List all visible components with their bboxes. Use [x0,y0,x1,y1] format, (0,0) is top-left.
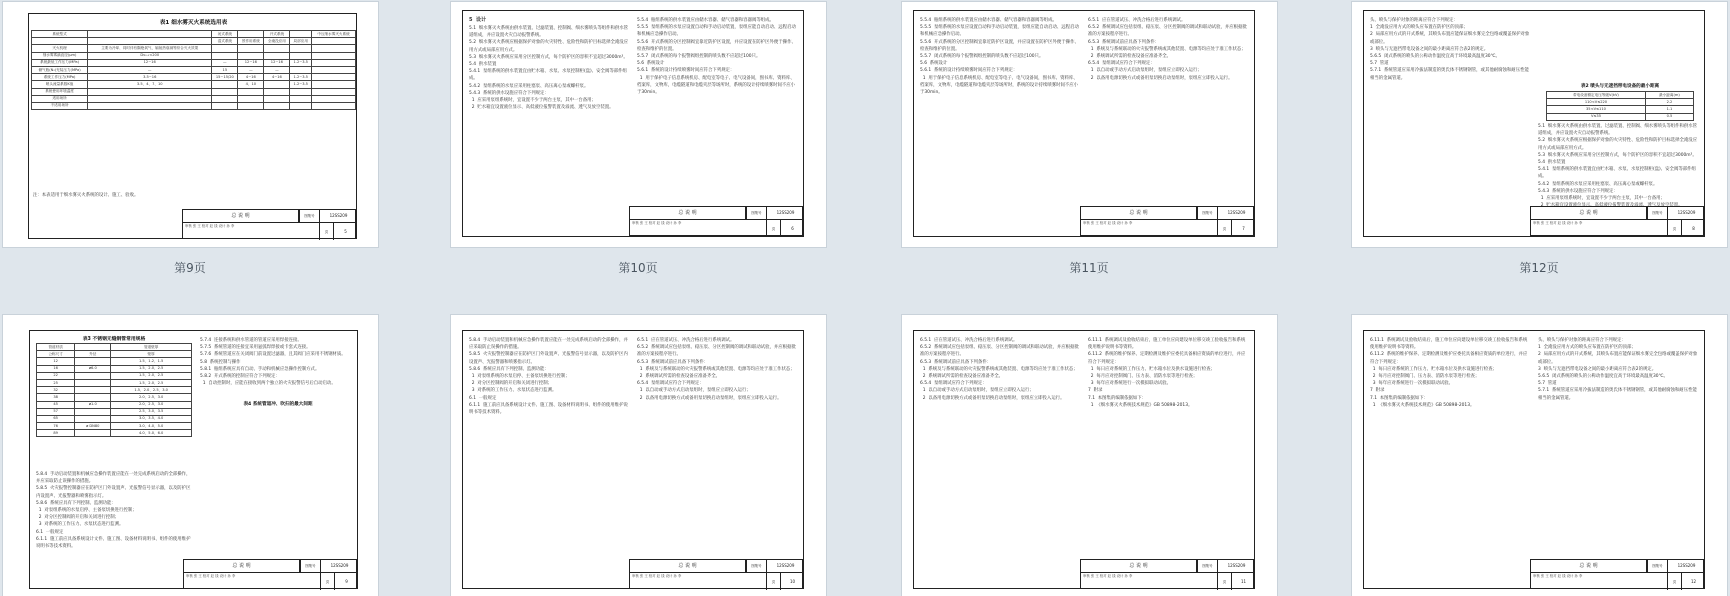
page-label: 页 [1667,572,1681,590]
page-caption: 第11页 [1069,261,1109,275]
title-block [182,209,356,239]
page-number: 9 [334,572,358,590]
review-row: 审核 张 王 校对 赵 钱 设计 孙 李 [183,222,319,229]
table-cell: 4~16 [264,74,290,81]
table-cell: ø DN80 [75,423,111,430]
page-body-left: 5.5.4 瓶组系统的供水装置应由储水容器、储气容器和容器阀等组成。 5.5.5 泵组系统的水泵应设置自动和手动启动装置，泵组应能自动启动、远程启动和机械应急操作启动。 5.5.6 开式系统的分区控制阀宜靠近防护区设置，并应设置在防护区外便于操作、检查和维护的位置。 5.5.7 闭式系统的每个报警阀组控制的喷头数不应超过100只。 5.6 系统设计 5.6.1 系统的设计持续喷雾时间应符合下列规定： 1 用于保护电子信息系统机房、配电室等电子、电气设备间，图书库、资料库、档案库，文物库，电缆隧道和电缆夹层等场所时，系统的设计持续喷雾时间不应小于30min。 [920,18,1079,96]
table-cell [290,45,312,52]
table-cell [88,88,212,95]
table-cell: 15~15/20 [212,74,238,81]
table-row [32,74,356,81]
table-cell: 系统最低工作压力(MPa) [32,59,88,66]
page-body-left: 6.5.1 应在管道试压、冲洗合格后进行系统调试。 6.5.2 系统调试应包括泵组、稳压泵、分区控制阀的调试和联动试验，并应根据批准的方案按程序进行。 6.5.3 系统调试前应具备下列条件： 1 系统及与系统联动的火灾报警系统或其他装置、电源等均应处于准工作状态； 2 系统调试所需的检查设备应准备齐全。 6.5.4 泵组调试应符合下列规定： 1 以自动或手动方式启动泵组时，泵组应立即投入运行； 2 以备用电源切换方式或备用泵切换启动泵组时，泵组应立即投入运行。 [920,338,1079,401]
table-row [37,408,192,415]
table-cell: — [264,66,290,73]
table-cell [238,95,264,102]
table-cell: 2.0、2.5、3.0 [111,394,192,401]
page-number: 8 [1681,219,1705,237]
table-cell: 1.5、2.0、2.5 [111,372,192,379]
page-body-right: 6.11.1 系统调试及验收结束后，施工单位应向建设单位移交竣工验收报告和系统使用维护说明书等资料。 6.11.2 系统的维护保养、定期检测及维护应委托具备相应资质的单位进行，并应符合下列规定： 1 每日应对系统的工作压力、贮水箱水位及供水设施进行检查； 2 每月应对控制阀门、压力表、消防水泵等进行检查； 3 每年应对系统进行一次模拟联动试验。 7 附录 7.1 本图集的编制依据如下： 1 《细水雾灭火系统技术规范》GB 50898-2013。 [1088,338,1246,408]
page-body-left: 5.1 细水雾灭火系统由供水装置、过滤装置、控制阀、细水雾喷头等组件和供水管道组成，并应设置火灾自动报警系统。 5.2 细水雾灭火系统应根据保护对象的火灾特性、危险性和防护目标选择全淹没应用方式或局部应用方式。 5.3 细水雾灭火系统应采用分区控制方式，每个防护区的容积不宜超过3000m³。 5.4 供水装置 5.4.1 泵组系统的供水装置宜由贮水箱、水泵、水泵控制柜(盘)、安全阀等部件组成。 5.4.2 泵组系统的水泵应采用柱塞泵、高压离心泵或螺杆泵。 5.4.3 系统的供水设施应符合下列规定： 1 应采用泵组系统时，宜设置不少于两台主泵，其中一台备用； 2 贮水箱宜设置液位显示、高低液位报警装置及溢流、透气及放空装置。 [469,26,629,111]
table-cell: 4、10 [238,81,264,88]
table-cell: 110<V≤220 [1547,99,1646,106]
atlas-label: 图集号 [1197,207,1217,219]
page-frame [29,330,358,589]
table-cell [238,102,264,109]
atlas-number: 12SS209 [766,560,804,572]
table-cell: 带电设备额定电压等级V(kV) [1547,92,1646,99]
page-thumbnail[interactable] [451,315,826,596]
title-block [1080,559,1254,589]
atlas-number: 12SS209 [1217,560,1255,572]
table-cell: 局部应用 [290,38,312,45]
page-label: 页 [320,572,334,590]
page-label: 页 [766,219,780,237]
page-body-right: 6.5.1 应在管道试压、冲洗合格后进行系统调试。 6.5.2 系统调试应包括泵组、稳压泵、分区控制阀的调试和联动试验，并应根据批准的方案按程序进行。 6.5.3 系统调试前应具备下列条件： 1 系统及与系统联动的火灾报警系统或其他装置、电源等均应处于准工作状态； 2 系统调试所需的检查设备应准备齐全。 6.5.4 泵组调试应符合下列规定： 1 以自动或手动方式启动泵组时，泵组应立即投入运行； 2 以备用电源切换方式或备用泵切换启动泵组时，泵组应立即投入运行。 [637,338,796,401]
page-body-left: 头、喷头与保护对象的距离应符合下列规定： 1 全淹没应用方式的喷头应布置在防护区的顶部； 2 局部应用方式的开式系统，其喷头布置应能保证细水雾完全包络或覆盖保护对象或部位。 3 喷头与无遮挡带电设备之间的最小距离应符合表2的规定。 5.6.5 闭式系统的喷头的公称动作温度宜高于环境最高温度30℃。 5.7 管道 5.7.1 系统管道应采用冷拔法制造的奥氏体不锈钢钢管，或其他耐腐蚀和耐压性能相当的金属管道。 [1370,18,1530,81]
table-cell: 0.5 [1645,113,1693,120]
table-cell: 闭式系统 [212,31,238,38]
table-cell [238,45,264,52]
page-label: 页 [1217,219,1231,237]
page-caption: 第12页 [1519,261,1559,275]
page-number: 5 [333,222,357,240]
table-cell [75,379,111,386]
table-cell: 57 [37,408,75,415]
review-row: 审核 张 王 校对 赵 钱 设计 孙 李 [1531,219,1667,226]
table-title-secondary: 表4 系统管道冲、吹扫的最大间距 [243,402,313,407]
page-thumbnail[interactable] [451,2,826,247]
table-cell: 32 [37,387,75,394]
table-cell: 3.5~16 [88,74,212,81]
table-title: 表3 不锈钢无缝钢管常用规格 [82,337,146,342]
table-row [37,423,192,430]
page-thumbnail[interactable] [3,2,378,247]
atlas-label: 图集号 [746,560,766,572]
table-cell: 2.2 [1645,99,1693,106]
title-block-name: 总 说 明 [1081,560,1197,572]
table-cell [212,45,238,52]
table-cell [88,31,212,38]
table-cell: 不适用场所 [32,102,88,109]
table-cell [75,344,111,351]
table-row [37,394,192,401]
table-cell: 22 [37,372,75,379]
table-cell: — [212,59,238,66]
table-cell [312,59,356,66]
table-cell: 1.5、1.2、1.5 [111,358,192,365]
table-cell [212,52,238,59]
table-cell [212,81,238,88]
page-number: 12 [1681,572,1705,590]
table-cell [238,88,264,95]
table-cell: 1.5、2.0、2.5、3.0 [111,387,192,394]
page-body-left: 6.11.1 系统调试及验收结束后，施工单位应向建设单位移交竣工验收报告和系统使用维护说明书等资料。 6.11.2 系统的维护保养、定期检测及维护应委托具备相应资质的单位进行，并应符合下列规定： 1 每日应对系统的工作压力、贮水箱水位及供水设施进行检查； 2 每月应对控制阀门、压力表、消防水泵等进行检查； 3 每年应对系统进行一次模拟联动试验。 7 附录 7.1 本图集的编制依据如下： 1 《细水雾灭火系统技术规范》GB 50898-2013。 [1370,338,1528,408]
table-cell: 1.5、2.0、2.5 [111,379,192,386]
table-cell [312,66,356,73]
section-heading: 5 设计 [469,17,486,23]
table-cell [212,88,238,95]
page-number: 11 [1231,572,1255,590]
table-cell [312,88,356,95]
table-title: 表2 喷头与无遮挡带电设备的最小距离 [1580,84,1660,89]
table-cell: ø6.0 [75,365,111,372]
table-cell [290,66,312,73]
title-block-name: 总 说 明 [630,207,746,219]
table-row [32,52,356,59]
page-thumbnail[interactable] [1352,315,1727,596]
table-row [32,31,356,38]
table-row [37,401,192,408]
table-cell [75,358,111,365]
table-cell: 开式系统 [264,31,290,38]
table-cell: 65 [37,415,75,422]
table-cell [264,81,290,88]
title-block [1530,206,1704,236]
review-row: 审核 张 王 校对 赵 钱 设计 孙 李 [184,572,320,579]
table-cell [312,81,356,88]
table-cell [312,74,356,81]
table-cell: 主要为冷却、同时伴有隔绝氧气、辐射热衰减等综合灭火效果 [88,45,212,52]
table-cell: 管道壁厚 [111,344,192,351]
table-cell: 1.2~3.5 [290,81,312,88]
table-cell [264,95,290,102]
table-cell [264,88,290,95]
title-block-name: 总 说 明 [183,210,299,222]
table-cell [290,95,312,102]
page-frame [462,330,804,589]
table-cell: 3.0、3.5、4.0 [111,415,192,422]
page-frame [28,13,357,239]
table-cell: 系统型式 [32,31,88,38]
table-cell [290,102,312,109]
review-row: 审核 张 王 校对 赵 钱 设计 孙 李 [1081,219,1217,226]
page-thumbnail[interactable] [902,315,1277,596]
table-cell: 1.1 [1645,106,1693,113]
table-row [37,358,192,365]
table-row [37,430,192,437]
voltage-distance-table [1546,91,1694,121]
table-cell: 12 [37,358,75,365]
table-cell: 壁厚 [111,351,192,358]
table-cell: 12~16 [264,59,290,66]
table-cell [312,45,356,52]
table-cell [212,95,238,102]
page-body-left: 5.8.4 手动启动装置和机械应急操作装置应能在一处完成系统启动的全部操作，并应采取防止误操作的措施。 5.8.5 火灾报警控制器应在防护区门外设置声、光报警信号显示器，以及防护区内设置声、光报警器和喷雾指示灯。 5.8.6 系统应具有下列控制、监测功能： 1 对泵组系统的水泵启停、主备泵切换进行控制； 2 对分区控制阀的开启和关闭进行控制； 3 对系统的工作压力、水泵状态进行监测。 6.1 一般规定 6.1.1 施工前应具备系统设计文件、施工图、设备材料说明书、组件的使用维护说明书等技术资料。 [36,472,191,550]
table-cell [312,38,356,45]
table-cell [312,52,356,59]
table-cell: 89 [37,430,75,437]
table-row [1547,92,1694,99]
table-cell: 35<V≤110 [1547,106,1646,113]
atlas-label: 图集号 [1197,560,1217,572]
atlas-label: 图集号 [1647,207,1667,219]
table-title: 表1 细水雾灭火系统选用表 [159,20,228,26]
table-cell [264,52,290,59]
table-cell [75,408,111,415]
table-cell: 喷头流量系数K值 [32,81,88,88]
table-cell: 系统工作压力(MPa) [32,74,88,81]
page-label: 页 [1217,572,1231,590]
table-cell: 外径 [75,351,111,358]
table-cell: 湿式系统 [212,38,238,45]
table-row [32,102,356,109]
table-cell: 全淹没应用 [264,38,290,45]
title-block [1530,559,1704,589]
page-number: 10 [780,572,804,590]
table-cell: 公称尺寸 [37,351,75,358]
table-cell [75,415,111,422]
page-label: 页 [766,572,780,590]
title-block-name: 总 说 明 [1531,560,1647,572]
table-cell: 1.5、2.0、2.5 [111,365,192,372]
table-row [1547,99,1694,106]
table-cell [312,102,356,109]
title-block-name: 总 说 明 [630,560,746,572]
table-cell: 3.0、4.0、5.0 [111,423,192,430]
table-cell [212,102,238,109]
atlas-label: 图集号 [299,210,319,222]
table-row [37,387,192,394]
atlas-number: 12SS209 [319,210,357,222]
page-caption: 第9页 [174,261,206,275]
title-block [629,559,803,589]
table-cell: 2.5、3.0、3.5 [111,408,192,415]
review-row: 审核 张 王 校对 赵 钱 设计 孙 李 [630,219,766,226]
table-cell [238,31,264,38]
table-cell [75,430,111,437]
table-cell: 系统使用环境温度 [32,88,88,95]
page-body-left: 5.8.4 手动启动装置和机械应急操作装置应能在一处完成系统启动的全部操作，并应采取防止误操作的措施。 5.8.5 火灾报警控制器应在防护区门外设置声、光报警信号显示器，以及防护区内设置声、光报警器和喷雾指示灯。 5.8.6 系统应具有下列控制、监测功能： 1 对泵组系统的水泵启停、主备泵切换进行控制； 2 对分区控制阀的开启和关闭进行控制； 3 对系统的工作压力、水泵状态进行监测。 6.1 一般规定 6.1.1 施工前应具备系统设计文件、施工图、设备材料说明书、组件的使用维护说明书等技术资料。 [469,338,628,416]
page-number: 7 [1231,219,1255,237]
atlas-number: 12SS209 [1217,207,1255,219]
table-cell: 12~16 [238,59,264,66]
table-cell [88,38,212,45]
page-frame [913,330,1255,589]
table-cell [32,38,88,45]
table-row [1547,106,1694,113]
page-frame [1363,10,1705,237]
page-label: 页 [1667,219,1681,237]
atlas-label: 图集号 [746,207,766,219]
table-cell: 中压细水雾灭火系统 [312,31,356,38]
table-cell: 预作用系统 [238,38,264,45]
table-row [32,38,356,45]
table-cell [290,88,312,95]
atlas-number: 12SS209 [766,207,804,219]
table-row [32,66,356,73]
table-cell [264,45,290,52]
page-frame [913,10,1255,237]
table-cell: Dv₀.₉<200 [88,52,212,59]
table-cell [75,387,111,394]
table-cell: 45 [37,401,75,408]
table-row [32,88,356,95]
page-thumbnail[interactable] [1352,2,1727,247]
table-note: 注：本表适用于细水雾灭火系统的设计、施工、验收。 [33,193,139,198]
table-cell [75,394,111,401]
review-row: 审核 张 王 校对 赵 钱 设计 孙 李 [630,572,766,579]
atlas-number: 12SS209 [1667,207,1705,219]
table-row [37,379,192,386]
table-cell: 12~16 [88,59,212,66]
table-row [32,59,356,66]
page-thumbnail[interactable] [902,2,1277,247]
table-row [32,81,356,88]
table-cell: 38 [37,394,75,401]
table-row [1547,113,1694,120]
table-cell: 适用场所 [32,95,88,102]
page-body-right: 5.1 细水雾灭火系统由供水装置、过滤装置、控制阀、细水雾喷头等组件和供水管道组成，并应设置火灾自动报警系统。 5.2 细水雾灭火系统应根据保护对象的火灾特性、危险性和防护目标选择全淹没应用方式或局部应用方式。 5.3 细水雾灭火系统应采用分区控制方式，每个防护区的容积不宜超过3000m³。 5.4 供水装置 5.4.1 泵组系统的供水装置宜由贮水箱、水泵、水泵控制柜(盘)、安全阀等部件组成。 5.4.2 泵组系统的水泵应采用柱塞泵、高压离心泵或螺杆泵。 5.4.3 系统的供水设施应符合下列规定： 1 应采用泵组系统时，宜设置不少于两台主泵，其中一台备用； 2 贮水箱宜设置液位显示、高低液位报警装置及溢流、透气及放空装置。 [1538,124,1698,209]
table-row [37,344,192,351]
table-cell: 管道材质 [37,344,75,351]
table-cell: 76 [37,423,75,430]
table-cell [312,95,356,102]
table-cell [238,52,264,59]
table-cell: ø1.0 [75,401,111,408]
table-cell: V≤35 [1547,113,1646,120]
title-block-name: 总 说 明 [1531,207,1647,219]
table-cell: 3.5、4、7、10 [88,81,212,88]
steel-pipe-table [36,343,192,437]
table-cell: 2.0、2.5、3.0 [111,401,192,408]
table-cell: — [238,66,264,73]
title-block-name: 总 说 明 [1081,207,1197,219]
title-block-name: 总 说 明 [184,560,300,572]
table-cell [290,52,312,59]
table-cell [75,372,111,379]
table-row [32,45,356,52]
review-row: 审核 张 王 校对 赵 钱 设计 孙 李 [1081,572,1217,579]
table-cell: 储气瓶(N₂)充装压力(MPa) [32,66,88,73]
table-cell [264,102,290,109]
table-row [32,95,356,102]
table-row [37,351,192,358]
table-cell: — [88,66,212,73]
table-cell: 灭火机理 [32,45,88,52]
review-row: 审核 张 王 校对 赵 钱 设计 孙 李 [1531,572,1667,579]
title-block [1080,206,1254,236]
page-body-right: 6.5.1 应在管道试压、冲洗合格后进行系统调试。 6.5.2 系统调试应包括泵组、稳压泵、分区控制阀的调试和联动试验，并应根据批准的方案按程序进行。 6.5.3 系统调试前应具备下列条件： 1 系统及与系统联动的火灾报警系统或其他装置、电源等均应处于准工作状态； 2 系统调试所需的检查设备应准备齐全。 6.5.4 泵组调试应符合下列规定： 1 以自动或手动方式启动泵组时，泵组应立即投入运行； 2 以备用电源切换方式或备用泵切换启动泵组时，泵组应立即投入运行。 [1088,18,1247,81]
title-block [629,206,803,236]
page-label: 页 [319,222,333,240]
page-frame [462,10,804,237]
table-cell [290,31,312,38]
table-cell: 15 [212,66,238,73]
system-selection-table [31,30,356,110]
page-body-right: 5.7.4 连接系统和供水管道的管道应采用焊接连接。 5.7.5 系统管道的连接宜采用氩弧焊焊接或卡套式连接。 5.7.6 系统管道应在关闭阀门前设置过滤器，且其阀门应采用不锈钢材质。 5.8 系统控制与操作 5.8.1 瓶组系统应具有自动、手动和机械应急操作控制方式。 5.8.2 开式系统的控制应符合下列规定： 1 自动控制时，应能在接收到两个独立的火灾报警信号后自动启动。 [200,338,346,387]
table-cell: 4.0、5.0、6.0 [111,430,192,437]
page-caption: 第10页 [618,261,658,275]
atlas-number: 12SS209 [320,560,358,572]
table-row [37,365,192,372]
atlas-label: 图集号 [300,560,320,572]
table-row [37,372,192,379]
table-cell: 细水雾雾滴直径(μm) [32,52,88,59]
page-body-right: 5.5.4 瓶组系统的供水装置应由储水容器、储气容器和容器阀等组成。 5.5.5 泵组系统的水泵应设置自动和手动启动装置，泵组应能自动启动、远程启动和机械应急操作启动。 5.5.6 开式系统的分区控制阀宜靠近防护区设置，并应设置在防护区外便于操作、检查和维护的位置。 5.5.7 闭式系统的每个报警阀组控制的喷头数不应超过100只。 5.6 系统设计 5.6.1 系统的设计持续喷雾时间应符合下列规定： 1 用于保护电子信息系统机房、配电室等电子、电气设备间，图书库、资料库、档案库，文物库，电缆隧道和电缆夹层等场所时，系统的设计持续喷雾时间不应小于30min。 [637,18,796,96]
table-cell: 最小距离(m) [1645,92,1693,99]
page-number: 6 [780,219,804,237]
page-thumbnail[interactable] [3,315,378,596]
table-cell: 25 [37,379,75,386]
table-cell [88,95,212,102]
table-row [37,415,192,422]
atlas-label: 图集号 [1647,560,1667,572]
table-cell: 1.2~3.5 [290,74,312,81]
atlas-number: 12SS209 [1667,560,1705,572]
title-block [183,559,357,589]
table-cell: 16 [37,365,75,372]
table-cell: 4~16 [238,74,264,81]
table-cell [88,102,212,109]
table-cell: 1.2~3.5 [290,59,312,66]
page-body-right: 头、喷头与保护对象的距离应符合下列规定： 1 全淹没应用方式的喷头应布置在防护区的顶部； 2 局部应用方式的开式系统，其喷头布置应能保证细水雾完全包络或覆盖保护对象或部位。 3 喷头与无遮挡带电设备之间的最小距离应符合表2的规定。 5.6.5 闭式系统的喷头的公称动作温度宜高于环境最高温度30℃。 5.7 管道 5.7.1 系统管道应采用冷拔法制造的奥氏体不锈钢钢管，或其他耐腐蚀和耐压性能相当的金属管道。 [1538,338,1698,401]
page-frame [1363,330,1705,589]
